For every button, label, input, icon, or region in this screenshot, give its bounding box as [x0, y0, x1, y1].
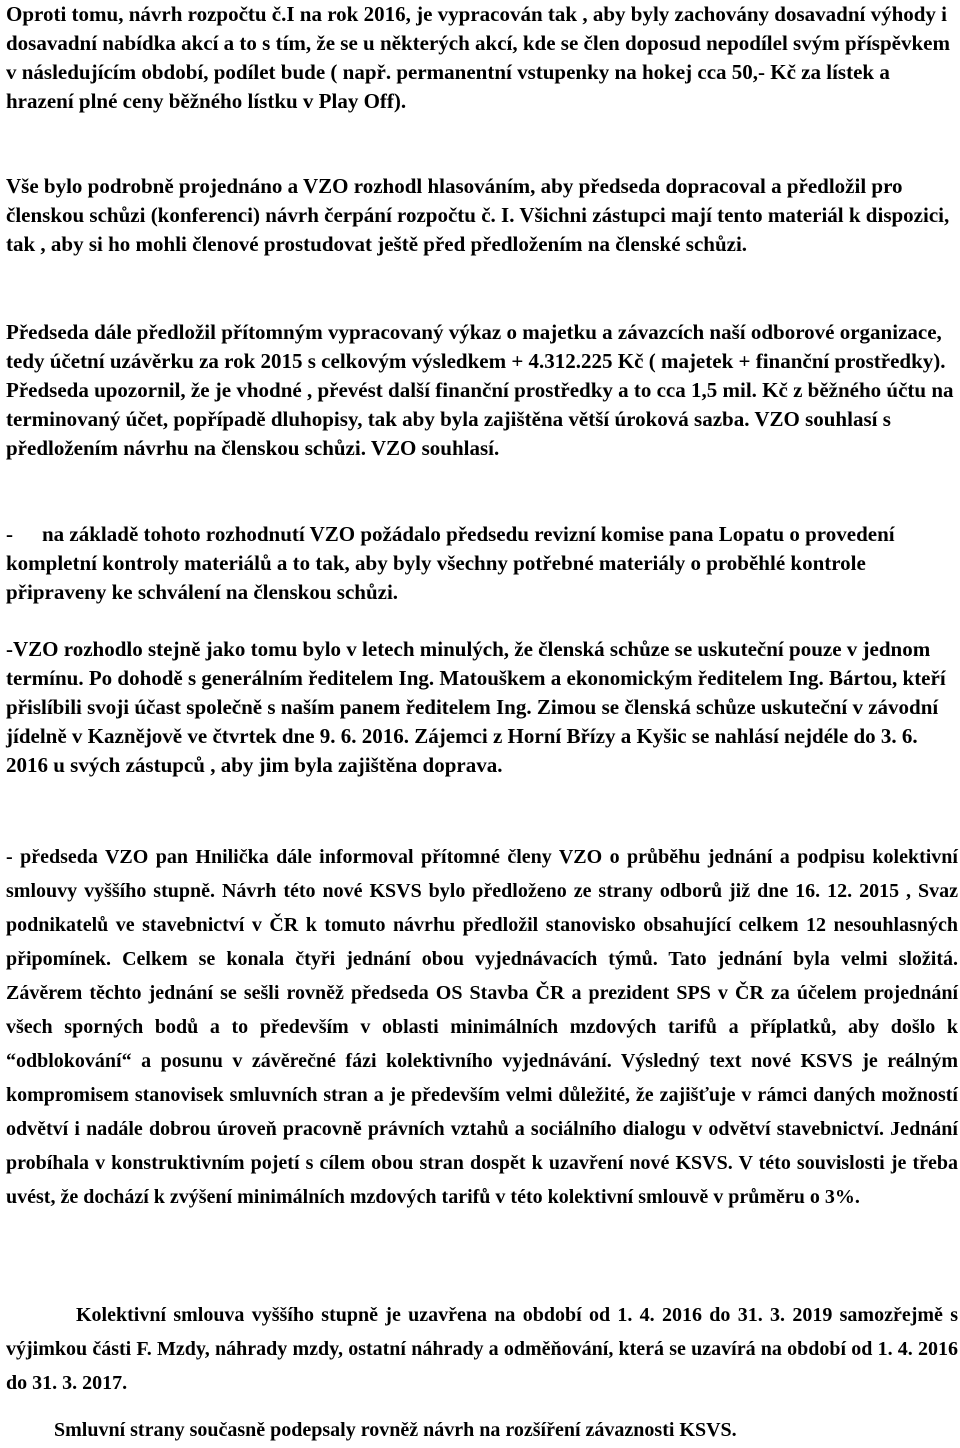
paragraph-financial-report: Předseda dále předložil přítomným vypracovaný výkaz o majetku a závazcích naší odborové organizace, tedy účetní uzávěrku za rok 2015 s celkovým výsledkem + 4.312.225 Kč ( majetek + finanční prostředky). Předseda upozornil, že je vhodné , převést další finanční prostředky a to cca 1,5 mil. Kč z běžného účtu na terminovaný účet, popřípadě dluhopisy, tak aby byla zajištěna větší úroková sazba. VZO souhlasí s předložením návrhu na členskou schůzi. VZO souhlasí.: [6, 320, 954, 460]
list-dash: -: [6, 522, 13, 546]
paragraph-audit-request: [6, 520, 958, 607]
paragraph-vzo-vote: Vše bylo podrobně projednáno a VZO rozhodl hlasováním, aby předseda dopracoval a předložil pro členskou schůzi (konferenci) návrh čerpání rozpočtu č. I. Všichni zástupci mají tento materiál k dispozici, tak , aby si ho mohli členové prostudovat ještě před předložením na členské schůzi.: [6, 174, 950, 256]
paragraph-audit-request-text: na základě tohoto rozhodnutí VZO požádalo předsedu revizní komise pana Lopatu o provedení kompletní kontroly materiálů a to tak, aby byly všechny potřebné materiály o proběhlé kontrole připraveny ke schválení na členskou schůzi.: [6, 522, 895, 604]
paragraph-ksvs-extension: Smluvní strany současně podepsaly rovněž návrh na rozšíření závaznosti KSVS.: [54, 1419, 737, 1441]
paragraph-member-meeting: -VZO rozhodlo stejně jako tomu bylo v letech minulých, že členská schůze se uskuteční pouze v jednom termínu. Po dohodě s generálním ředitelem Ing. Matouškem a ekonomickým ředitelem Ing. Bártou, kteří přislíbili svoji účast společně s naším panem ředitelem Ing. Zimou se členská schůze uskuteční v závodní jídelně v Kaznějově ve čtvrtek dne 9. 6. 2016. Zájemci z Horní Břízy a Kyšic se nahlásí nejdéle do 3. 6. 2016 u svých zástupců , aby jim byla zajištěna doprava.: [6, 637, 946, 777]
paragraph-ksvs-validity: Kolektivní smlouva vyššího stupně je uzavřena na období od 1. 4. 2016 do 31. 3. 2019 samozřejmě s výjimkou části F. Mzdy, náhrady mzdy, ostatní náhrady a odměňování, která se uzavírá na období od 1. 4. 2016 do 31. 3. 2017.: [6, 1304, 958, 1394]
paragraph-budget-proposal: Oproti tomu, návrh rozpočtu č.I na rok 2016, je vypracován tak , aby byly zachovány dosavadní výhody i dosavadní nabídka akcí a to s tím, že se u některých akcí, kde se člen doposud nepodílel svým příspěvkem v následujícím období, podílet bude ( např. permanentní vstupenky na hokej cca 50,- Kč za lístek a hrazení plné ceny běžného lístku v Play Off).: [6, 2, 950, 113]
paragraph-ksvs-negotiation: - předseda VZO pan Hnilička dále informoval přítomné členy VZO o průběhu jednání a podpisu kolektivní smlouvy vyššího stupně. Návrh této nové KSVS bylo předloženo ze strany odborů již dne 16. 12. 2015 , Svaz podnikatelů ve stavebnictví v ČR k tomuto návrhu předložil stanovisko obsahující celkem 12 nesouhlasných připomínek. Celkem se konala čtyři jednání obou vyjednávacích týmů. Tato jednání byla velmi složitá. Závěrem těchto jednání se sešli rovněž předseda OS Stavba ČR a prezident SPS v ČR za účelem projednání všech sporných bodů a to především v oblasti minimálních mzdových tarifů a příplatků, aby došlo k “odblokování“ a posunu v závěrečné fázi kolektivního vyjednávání. Výsledný text nové KSVS je reálným kompromisem stanovisek smluvních stran a je především velmi důležité, že zajišťuje v rámci daných možností odvětví i nadále dobrou úroveň pracovně právních vztahů a sociálního dialogu v odvětví stavebnictví. Jednání probíhala v konstruktivním pojetí s cílem obou stran dospět k uzavření nové KSVS. V této souvislosti je třeba uvést, že dochází k zvýšení minimálních mzdových tarifů v této kolektivní smlouvě v průměru o 3%.: [6, 846, 958, 1208]
